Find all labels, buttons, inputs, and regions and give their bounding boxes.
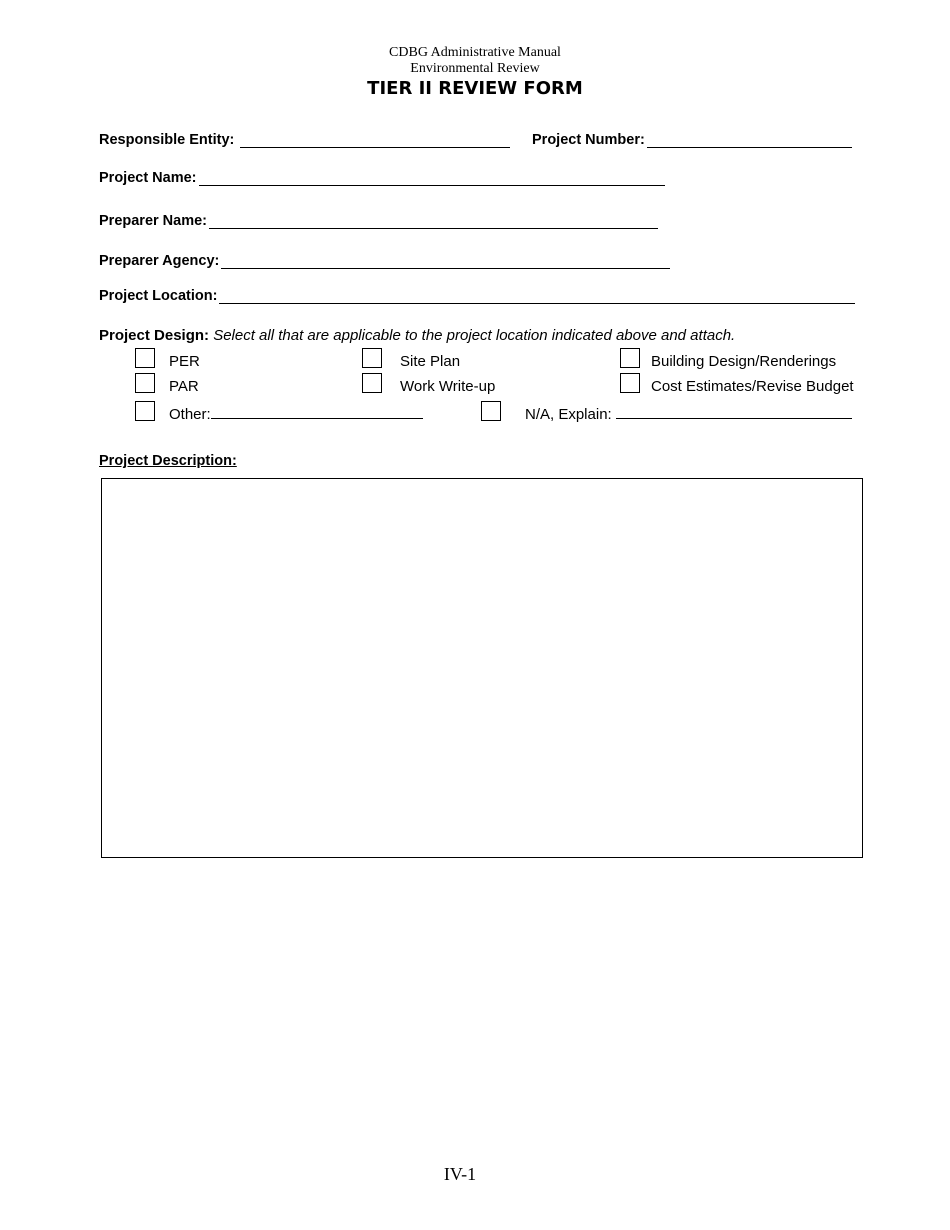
other-line[interactable] <box>211 404 423 419</box>
work-writeup-label: Work Write-up <box>400 378 496 395</box>
project-location-field[interactable] <box>99 284 855 304</box>
project-number-line[interactable] <box>647 131 852 148</box>
project-number-field[interactable] <box>532 128 852 148</box>
project-location-line[interactable] <box>219 287 855 304</box>
responsible-entity-line[interactable] <box>240 131 510 148</box>
preparer-agency-field[interactable] <box>99 249 670 269</box>
form-title: TIER II REVIEW FORM <box>367 78 583 99</box>
project-design-label: Project Design: <box>99 327 210 344</box>
site-plan-label: Site Plan <box>400 353 461 370</box>
preparer-name-label: Preparer Name: <box>99 213 207 229</box>
other-checkbox[interactable] <box>135 401 155 421</box>
responsible-entity-field[interactable] <box>99 128 510 148</box>
project-design-instruction: Select all that are applicable to the project location indicated above and attach. <box>213 327 736 344</box>
na-explain-field[interactable] <box>525 404 852 424</box>
page-number: IV-1 <box>443 1164 477 1184</box>
per-label: PER <box>169 353 200 370</box>
preparer-agency-label: Preparer Agency: <box>99 253 220 269</box>
par-checkbox[interactable] <box>135 373 155 393</box>
project-description-label: Project Description: <box>99 453 237 469</box>
preparer-agency-line[interactable] <box>221 252 670 269</box>
cost-estimates-checkbox[interactable] <box>620 373 640 393</box>
building-design-label: Building Design/Renderings <box>651 353 837 370</box>
building-design-checkbox[interactable] <box>620 348 640 368</box>
project-name-line[interactable] <box>199 169 665 186</box>
cost-estimates-label: Cost Estimates/Revise Budget <box>651 378 854 395</box>
project-name-field[interactable] <box>99 166 665 186</box>
project-design-prompt <box>99 327 735 344</box>
project-number-label: Project Number: <box>532 132 645 148</box>
manual-title: CDBG Administrative Manual <box>389 45 561 60</box>
project-name-label: Project Name: <box>99 170 197 186</box>
responsible-entity-label: Responsible Entity: <box>99 132 235 148</box>
preparer-name-field[interactable] <box>99 209 658 229</box>
per-checkbox[interactable] <box>135 348 155 368</box>
work-writeup-checkbox[interactable] <box>362 373 382 393</box>
site-plan-checkbox[interactable] <box>362 348 382 368</box>
na-explain-line[interactable] <box>616 404 852 419</box>
project-description-box[interactable] <box>101 478 863 858</box>
section-subtitle: Environmental Review <box>410 61 540 76</box>
na-checkbox[interactable] <box>481 401 501 421</box>
other-label: Other: <box>169 406 211 423</box>
other-field[interactable] <box>169 404 423 424</box>
project-location-label: Project Location: <box>99 288 218 304</box>
preparer-name-line[interactable] <box>209 212 658 229</box>
na-explain-label: N/A, Explain: <box>525 406 612 423</box>
par-label: PAR <box>169 378 199 395</box>
